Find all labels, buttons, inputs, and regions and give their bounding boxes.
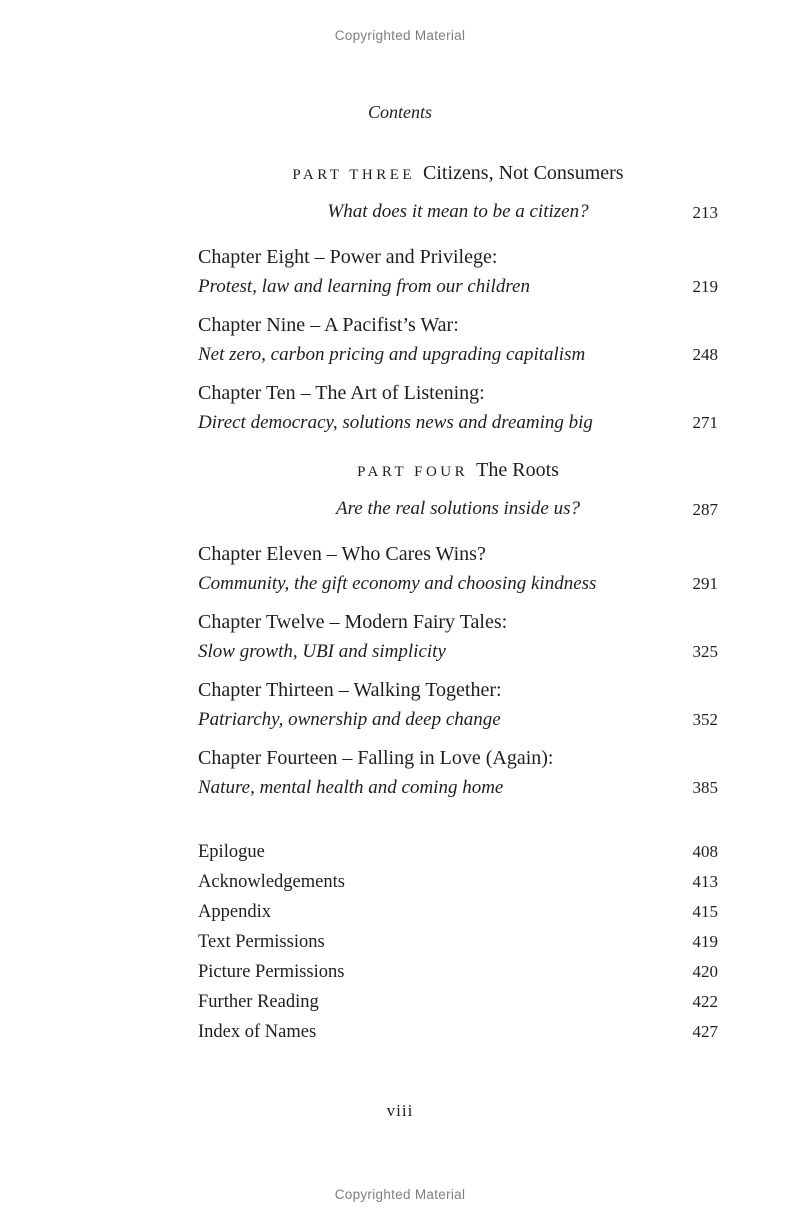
backmatter-title: Further Reading [198,992,319,1012]
backmatter-title: Epilogue [198,842,265,862]
chapter-title: Chapter Nine – A Pacifist’s War: [198,314,459,336]
toc-entry [198,378,718,438]
chapter-title: Chapter Thirteen – Walking Together: [198,679,502,701]
folio-page-number: viii [386,1101,414,1120]
chapter-subtitle: Slow growth, UBI and simplicity [198,641,446,662]
page-number: 213 [692,203,718,222]
backmatter-title: Appendix [198,902,271,922]
part-title: Citizens, Not Consumers [423,162,624,184]
part-question: Are the real solutions inside us? [336,498,580,519]
page-number: 422 [692,992,718,1011]
toc-entry [198,310,718,370]
copyright-banner-top: Copyrighted Material [334,28,466,43]
chapter-subtitle: Protest, law and learning from our children [198,276,530,297]
backmatter-row [198,1017,718,1047]
backmatter-list [198,837,718,1047]
page-number: 219 [692,277,718,296]
chapter-title: Chapter Fourteen – Falling in Love (Again): [198,747,554,769]
contents-heading: Contents [367,102,432,122]
toc-entry [198,242,718,302]
page-number: 287 [692,500,718,519]
backmatter-row [198,957,718,987]
part-heading [198,458,718,484]
backmatter-title: Picture Permissions [198,962,345,982]
page-number: 408 [692,842,718,861]
chapter-title: Chapter Twelve – Modern Fairy Tales: [198,611,508,633]
chapter-title: Chapter Eight – Power and Privilege: [198,246,498,268]
part-title: The Roots [476,459,559,481]
backmatter-title: Index of Names [198,1022,317,1042]
part-question: What does it mean to be a citizen? [327,201,589,222]
backmatter-title: Text Permissions [198,932,325,952]
chapter-subtitle: Patriarchy, ownership and deep change [198,709,501,730]
page-number: 325 [692,642,718,661]
chapter-subtitle: Net zero, carbon pricing and upgrading capitalism [198,344,586,365]
backmatter-row [198,987,718,1017]
page-number: 271 [692,413,718,432]
part-question-row [198,496,718,523]
chapter-subtitle: Nature, mental health and coming home [198,777,504,798]
chapter-subtitle: Community, the gift economy and choosing kindness [198,573,597,594]
chapter-title: Chapter Eleven – Who Cares Wins? [198,543,486,565]
part-label: PART THREE [292,167,416,183]
toc-entry [198,675,718,735]
page-number: 352 [692,710,718,729]
part-heading [198,161,718,187]
backmatter-title: Acknowledgements [198,872,345,892]
copyright-banner-bottom: Copyrighted Material [334,1187,466,1202]
backmatter-row [198,897,718,927]
page-number: 385 [692,778,718,797]
part-label: PART FOUR [357,464,469,480]
page-number: 419 [692,932,718,951]
page-number: 415 [692,902,718,921]
toc-entry [198,743,718,803]
page-number: 248 [692,345,718,364]
chapter-title: Chapter Ten – The Art of Listening: [198,382,485,404]
page-number: 427 [692,1022,718,1041]
toc-entry [198,607,718,667]
page-number: 420 [692,962,718,981]
table-of-contents [198,161,718,1047]
page-number: 413 [692,872,718,891]
chapter-subtitle: Direct democracy, solutions news and dreaming big [198,412,593,433]
page-number: 291 [692,574,718,593]
backmatter-row [198,837,718,867]
backmatter-row [198,867,718,897]
backmatter-row [198,927,718,957]
part-question-row [198,199,718,226]
toc-entry [198,539,718,599]
